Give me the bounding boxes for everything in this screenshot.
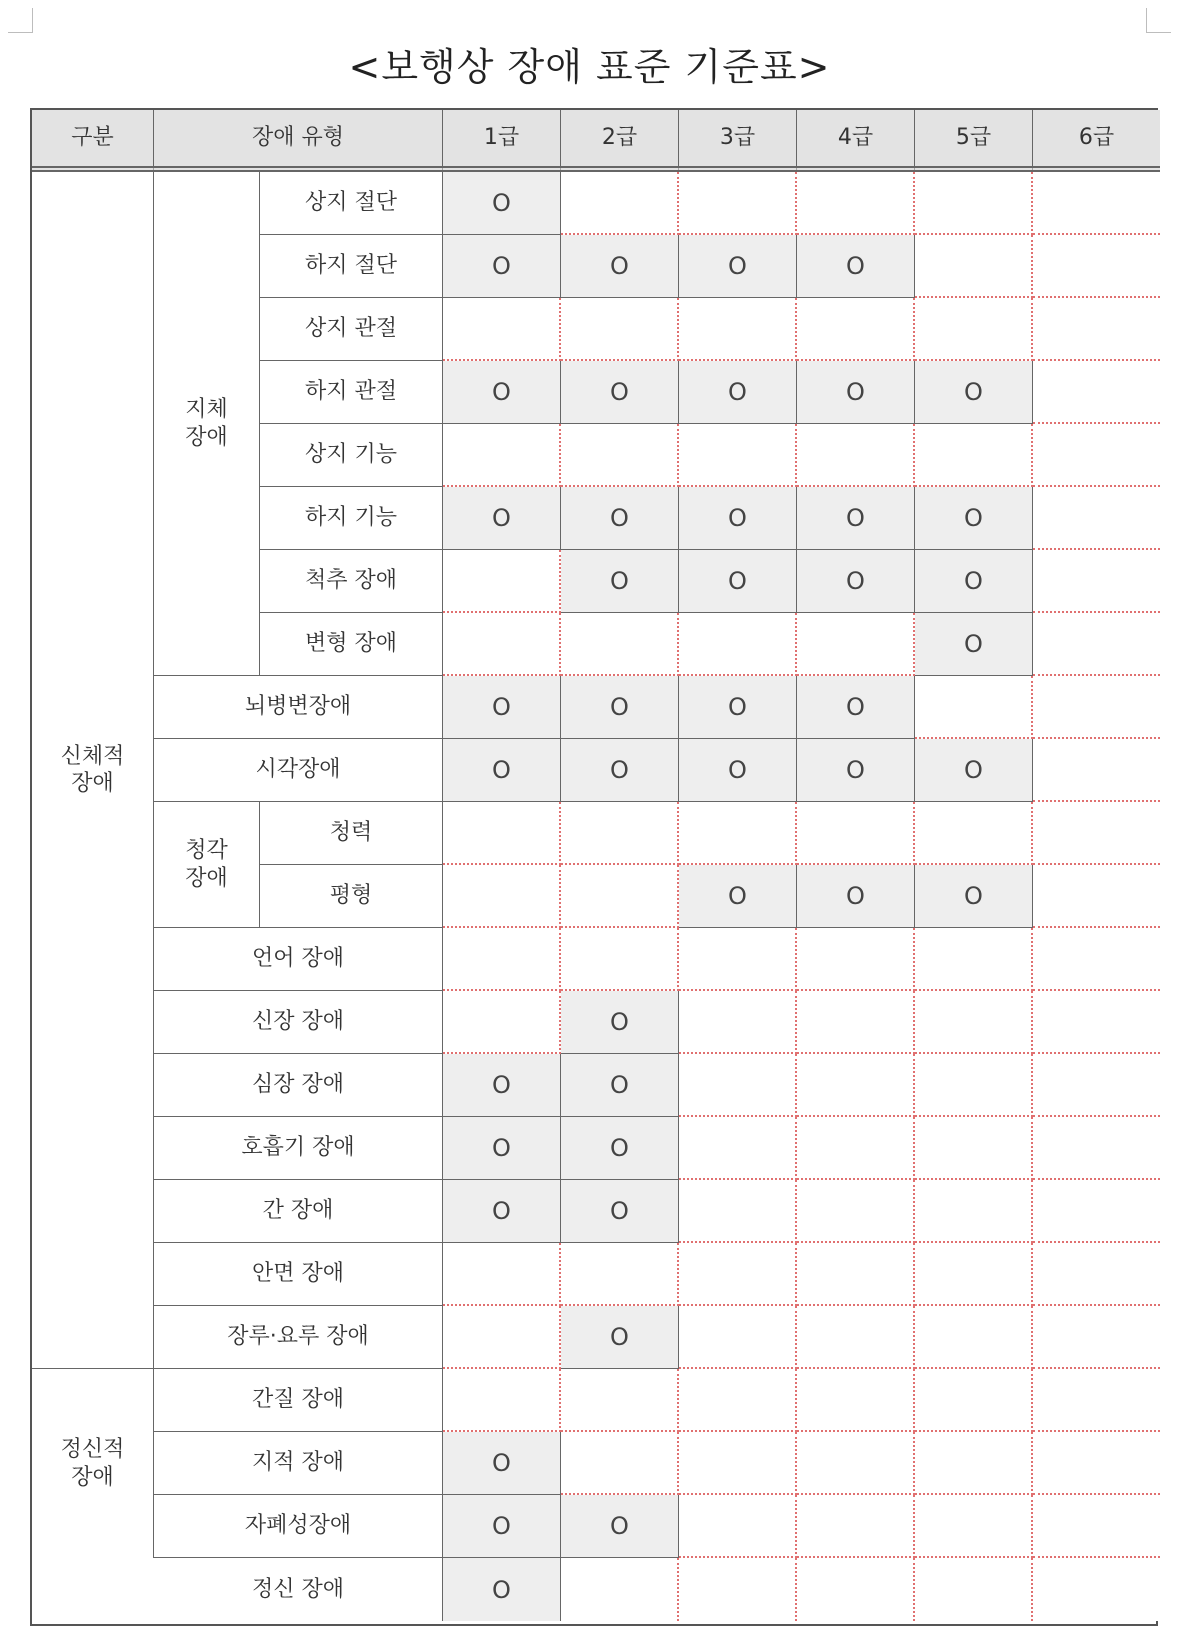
grade-cell (679, 1117, 797, 1180)
subgroup-limb: 지체 장애 (154, 172, 260, 676)
applicable-mark: O (610, 378, 629, 406)
row-label: 간질 장애 (154, 1369, 443, 1432)
grade-cell (915, 1369, 1033, 1432)
grade-cell (561, 1432, 679, 1495)
grade-cell (679, 172, 797, 235)
header-grade-1: 1급 (443, 110, 561, 172)
grade-cell (1033, 1180, 1160, 1243)
grade-cell (1033, 1558, 1160, 1621)
grade-cell (915, 1306, 1033, 1369)
grade-cell (797, 1243, 915, 1306)
applicable-mark: O (728, 504, 747, 532)
grade-cell (1033, 487, 1160, 550)
grade-cell (915, 865, 1033, 928)
page-corner-mark (8, 8, 33, 33)
row-label: 언어 장애 (154, 928, 443, 991)
page-corner-mark (1146, 8, 1171, 33)
row-label: 상지 관절 (260, 298, 443, 361)
applicable-mark: O (846, 882, 865, 910)
grade-cell (1033, 550, 1160, 613)
grade-cell (797, 1117, 915, 1180)
row-label: 간 장애 (154, 1180, 443, 1243)
grade-cell (1033, 172, 1160, 235)
header-grade-2: 2급 (561, 110, 679, 172)
applicable-mark: O (728, 567, 747, 595)
grade-cell (561, 1558, 679, 1621)
grade-cell (797, 1432, 915, 1495)
applicable-mark: O (964, 504, 983, 532)
applicable-mark: O (846, 756, 865, 784)
applicable-mark: O (728, 693, 747, 721)
grade-cell (915, 1054, 1033, 1117)
row-label: 장루·요루 장애 (154, 1306, 443, 1369)
grade-cell (561, 550, 679, 613)
row-label: 신장 장애 (154, 991, 443, 1054)
grade-cell (1033, 1054, 1160, 1117)
applicable-mark: O (964, 882, 983, 910)
grade-cell (915, 424, 1033, 487)
grade-cell (679, 1432, 797, 1495)
grade-cell (1033, 676, 1160, 739)
grade-cell (561, 487, 679, 550)
grade-cell (443, 1432, 561, 1495)
applicable-mark: O (728, 756, 747, 784)
grade-cell (797, 1306, 915, 1369)
grade-cell (797, 613, 915, 676)
row-label: 안면 장애 (154, 1243, 443, 1306)
row-label: 하지 절단 (260, 235, 443, 298)
row-label: 정신 장애 (154, 1558, 443, 1621)
grade-cell (797, 172, 915, 235)
applicable-mark: O (492, 1134, 511, 1162)
grade-cell (915, 1432, 1033, 1495)
header-grade-6: 6급 (1033, 110, 1160, 172)
grade-cell (679, 361, 797, 424)
applicable-mark: O (728, 882, 747, 910)
grade-cell (797, 739, 915, 802)
row-label: 척추 장애 (260, 550, 443, 613)
grade-cell (1033, 802, 1160, 865)
grade-cell (915, 1495, 1033, 1558)
grade-cell (443, 487, 561, 550)
applicable-mark: O (492, 378, 511, 406)
grade-cell (561, 1306, 679, 1369)
grade-cell (679, 865, 797, 928)
grade-cell (561, 928, 679, 991)
applicable-mark: O (492, 504, 511, 532)
grade-cell (1033, 928, 1160, 991)
grade-cell (443, 550, 561, 613)
applicable-mark: O (610, 756, 629, 784)
grade-cell (561, 298, 679, 361)
applicable-mark: O (492, 756, 511, 784)
grade-cell (915, 928, 1033, 991)
grade-cell (1033, 1432, 1160, 1495)
grade-cell (797, 928, 915, 991)
grade-cell (797, 550, 915, 613)
applicable-mark: O (492, 189, 511, 217)
grade-cell (443, 298, 561, 361)
grade-cell (561, 1180, 679, 1243)
applicable-mark: O (846, 252, 865, 280)
grade-cell (561, 1243, 679, 1306)
group-physical: 신체적 장애 (32, 172, 154, 1369)
grade-cell (561, 361, 679, 424)
grade-cell (561, 865, 679, 928)
grade-cell (443, 1117, 561, 1180)
grade-cell (915, 172, 1033, 235)
grade-cell (443, 928, 561, 991)
grade-cell (915, 298, 1033, 361)
applicable-mark: O (964, 567, 983, 595)
grade-cell (915, 676, 1033, 739)
applicable-mark: O (610, 504, 629, 532)
grade-cell (797, 361, 915, 424)
applicable-mark: O (610, 1134, 629, 1162)
grade-cell (797, 865, 915, 928)
grade-cell (443, 1180, 561, 1243)
applicable-mark: O (492, 1197, 511, 1225)
grade-cell (561, 613, 679, 676)
applicable-mark: O (610, 1071, 629, 1099)
grade-cell (443, 1306, 561, 1369)
grade-cell (679, 1054, 797, 1117)
grade-cell (443, 1558, 561, 1621)
grade-cell (679, 802, 797, 865)
document-title: <보행상 장애 표준 기준표> (348, 45, 831, 89)
row-label: 변형 장애 (260, 613, 443, 676)
header-grade-4: 4급 (797, 110, 915, 172)
grade-cell (679, 1495, 797, 1558)
grade-cell (1033, 1369, 1160, 1432)
grade-cell (443, 172, 561, 235)
applicable-mark: O (846, 504, 865, 532)
grade-cell (915, 1558, 1033, 1621)
grade-cell (797, 424, 915, 487)
grade-cell (915, 487, 1033, 550)
grade-cell (797, 991, 915, 1054)
grade-cell (561, 1369, 679, 1432)
row-label: 자폐성장애 (154, 1495, 443, 1558)
applicable-mark: O (846, 567, 865, 595)
row-label: 상지 기능 (260, 424, 443, 487)
grade-cell (1033, 613, 1160, 676)
grade-cell (561, 1495, 679, 1558)
grade-cell (561, 1117, 679, 1180)
grade-cell (915, 1180, 1033, 1243)
grade-cell (915, 1117, 1033, 1180)
grade-cell (797, 1558, 915, 1621)
grade-cell (443, 802, 561, 865)
grade-cell (679, 1369, 797, 1432)
applicable-mark: O (610, 1512, 629, 1540)
applicable-mark: O (610, 1323, 629, 1351)
grade-cell (679, 424, 797, 487)
grade-cell (561, 424, 679, 487)
grade-cell (915, 991, 1033, 1054)
grade-cell (797, 298, 915, 361)
applicable-mark: O (610, 252, 629, 280)
grade-cell (679, 1180, 797, 1243)
header-category: 구분 (32, 110, 154, 172)
grade-cell (797, 487, 915, 550)
row-label: 평형 (260, 865, 443, 928)
grade-cell (443, 361, 561, 424)
grade-cell (443, 739, 561, 802)
row-label: 하지 관절 (260, 361, 443, 424)
grade-cell (561, 172, 679, 235)
grade-cell (679, 298, 797, 361)
applicable-mark: O (846, 378, 865, 406)
grade-cell (1033, 235, 1160, 298)
grade-cell (1033, 1117, 1160, 1180)
grade-cell (679, 1306, 797, 1369)
grade-cell (679, 928, 797, 991)
grade-cell (443, 865, 561, 928)
grade-cell (443, 1369, 561, 1432)
header-grade-3: 3급 (679, 110, 797, 172)
row-label: 하지 기능 (260, 487, 443, 550)
grade-cell (1033, 1306, 1160, 1369)
applicable-mark: O (610, 567, 629, 595)
row-label: 시각장애 (154, 739, 443, 802)
grade-cell (1033, 991, 1160, 1054)
applicable-mark: O (964, 378, 983, 406)
applicable-mark: O (492, 1071, 511, 1099)
grade-cell (679, 487, 797, 550)
grade-cell (1033, 424, 1160, 487)
grade-cell (797, 1180, 915, 1243)
applicable-mark: O (964, 756, 983, 784)
grade-cell (1033, 865, 1160, 928)
grade-cell (797, 1495, 915, 1558)
applicable-mark: O (492, 1575, 511, 1604)
grade-cell (679, 550, 797, 613)
grade-cell (1033, 739, 1160, 802)
row-label: 상지 절단 (260, 172, 443, 235)
grade-cell (443, 613, 561, 676)
grade-cell (561, 676, 679, 739)
applicable-mark: O (610, 1008, 629, 1036)
grade-cell (915, 802, 1033, 865)
grade-cell (679, 1558, 797, 1621)
grade-cell (443, 1054, 561, 1117)
grade-cell (679, 676, 797, 739)
disability-standard-table (30, 108, 1158, 1626)
grade-cell (797, 235, 915, 298)
grade-cell (679, 991, 797, 1054)
grade-cell (797, 802, 915, 865)
applicable-mark: O (610, 693, 629, 721)
grade-cell (1033, 298, 1160, 361)
grade-cell (679, 235, 797, 298)
grade-cell (443, 424, 561, 487)
grade-cell (915, 739, 1033, 802)
grade-cell (1033, 1243, 1160, 1306)
grade-cell (561, 1054, 679, 1117)
grade-cell (443, 1495, 561, 1558)
applicable-mark: O (492, 1512, 511, 1540)
grade-cell (443, 235, 561, 298)
grade-cell (915, 613, 1033, 676)
applicable-mark: O (964, 630, 983, 658)
applicable-mark: O (492, 252, 511, 280)
grade-cell (915, 235, 1033, 298)
header-grade-5: 5급 (915, 110, 1033, 172)
applicable-mark: O (492, 693, 511, 721)
grade-cell (443, 1243, 561, 1306)
grade-cell (679, 613, 797, 676)
grade-cell (915, 361, 1033, 424)
grade-cell (915, 1243, 1033, 1306)
grade-cell (915, 550, 1033, 613)
grade-cell (797, 676, 915, 739)
subgroup-hearing: 청각 장애 (154, 802, 260, 928)
row-label: 지적 장애 (154, 1432, 443, 1495)
applicable-mark: O (728, 252, 747, 280)
grade-cell (561, 802, 679, 865)
grade-cell (561, 739, 679, 802)
row-label: 호흡기 장애 (154, 1117, 443, 1180)
row-label: 뇌병변장애 (154, 676, 443, 739)
grade-cell (1033, 1495, 1160, 1558)
grade-cell (443, 991, 561, 1054)
applicable-mark: O (728, 378, 747, 406)
header-type: 장애 유형 (154, 110, 443, 172)
applicable-mark: O (846, 693, 865, 721)
grade-cell (1033, 361, 1160, 424)
grade-cell (561, 991, 679, 1054)
applicable-mark: O (610, 1197, 629, 1225)
row-label: 청력 (260, 802, 443, 865)
group-mental: 정신적 장애 (32, 1369, 154, 1558)
row-label: 심장 장애 (154, 1054, 443, 1117)
applicable-mark: O (492, 1449, 511, 1477)
grade-cell (443, 676, 561, 739)
grade-cell (679, 1243, 797, 1306)
grade-cell (679, 739, 797, 802)
grade-cell (561, 235, 679, 298)
grade-cell (797, 1054, 915, 1117)
grade-cell (797, 1369, 915, 1432)
